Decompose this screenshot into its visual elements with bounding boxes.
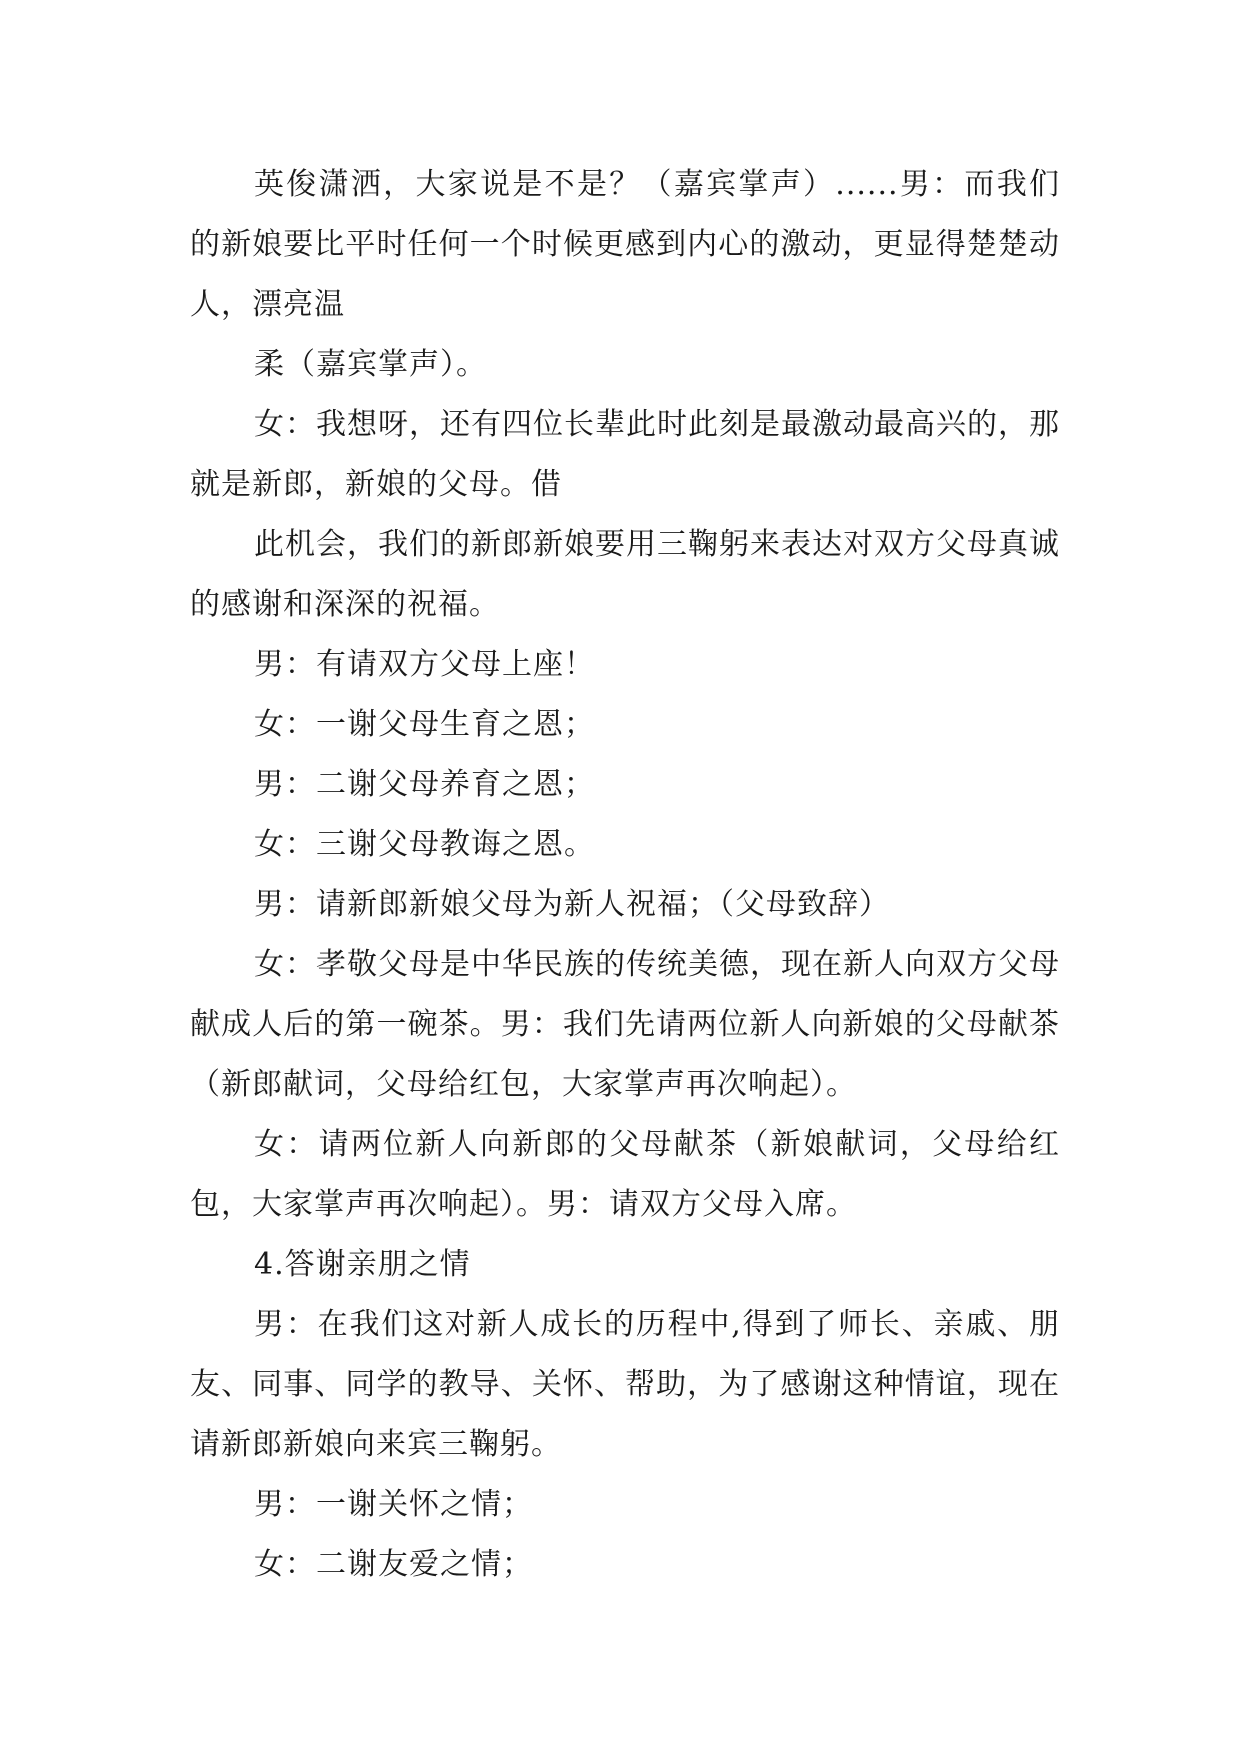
section-heading: 4.答谢亲朋之情 xyxy=(254,1247,471,1282)
paragraph: 男：请新郎新娘父母为新人祝福；（父母致辞） xyxy=(254,887,890,922)
paragraph: 此机会，我们的新郎新娘要用三鞠躬来表达对双方父母真诚的感谢和深深的祝福。 xyxy=(190,527,1060,622)
paragraph: 女：我想呀，还有四位长辈此时此刻是最激动最高兴的，那就是新郎，新娘的父母。借 xyxy=(190,407,1060,502)
document-body xyxy=(190,155,1060,1595)
paragraph: 男：一谢关怀之情； xyxy=(254,1487,533,1522)
paragraph: 女：一谢父母生育之恩； xyxy=(254,707,595,742)
paragraph: 英俊潇洒，大家说是不是？（嘉宾掌声）......男：而我们的新娘要比平时任何一个时候更感到内心的激动，更显得楚楚动人，漂亮温 xyxy=(190,167,1060,322)
paragraph: 女：二谢友爱之情； xyxy=(254,1547,533,1582)
paragraph: 女：三谢父母教诲之恩。 xyxy=(254,827,595,862)
paragraph: 女：孝敬父母是中华民族的传统美德，现在新人向双方父母献成人后的第一碗茶。男：我们先请两位新人向新娘的父母献茶（新郎献词，父母给红包，大家掌声再次响起）。 xyxy=(190,947,1060,1102)
paragraph: 男：有请双方父母上座！ xyxy=(254,647,595,682)
paragraph: 男：在我们这对新人成长的历程中,得到了师长、亲戚、朋友、同事、同学的教导、关怀、帮助，为了感谢这种情谊，现在请新郎新娘向来宾三鞠躬。 xyxy=(190,1307,1060,1462)
paragraph: 女：请两位新人向新郎的父母献茶（新娘献词，父母给红包，大家掌声再次响起）。男：请双方父母入席。 xyxy=(190,1127,1060,1222)
paragraph: 男：二谢父母养育之恩； xyxy=(254,767,595,802)
paragraph: 柔（嘉宾掌声）。 xyxy=(254,347,487,382)
